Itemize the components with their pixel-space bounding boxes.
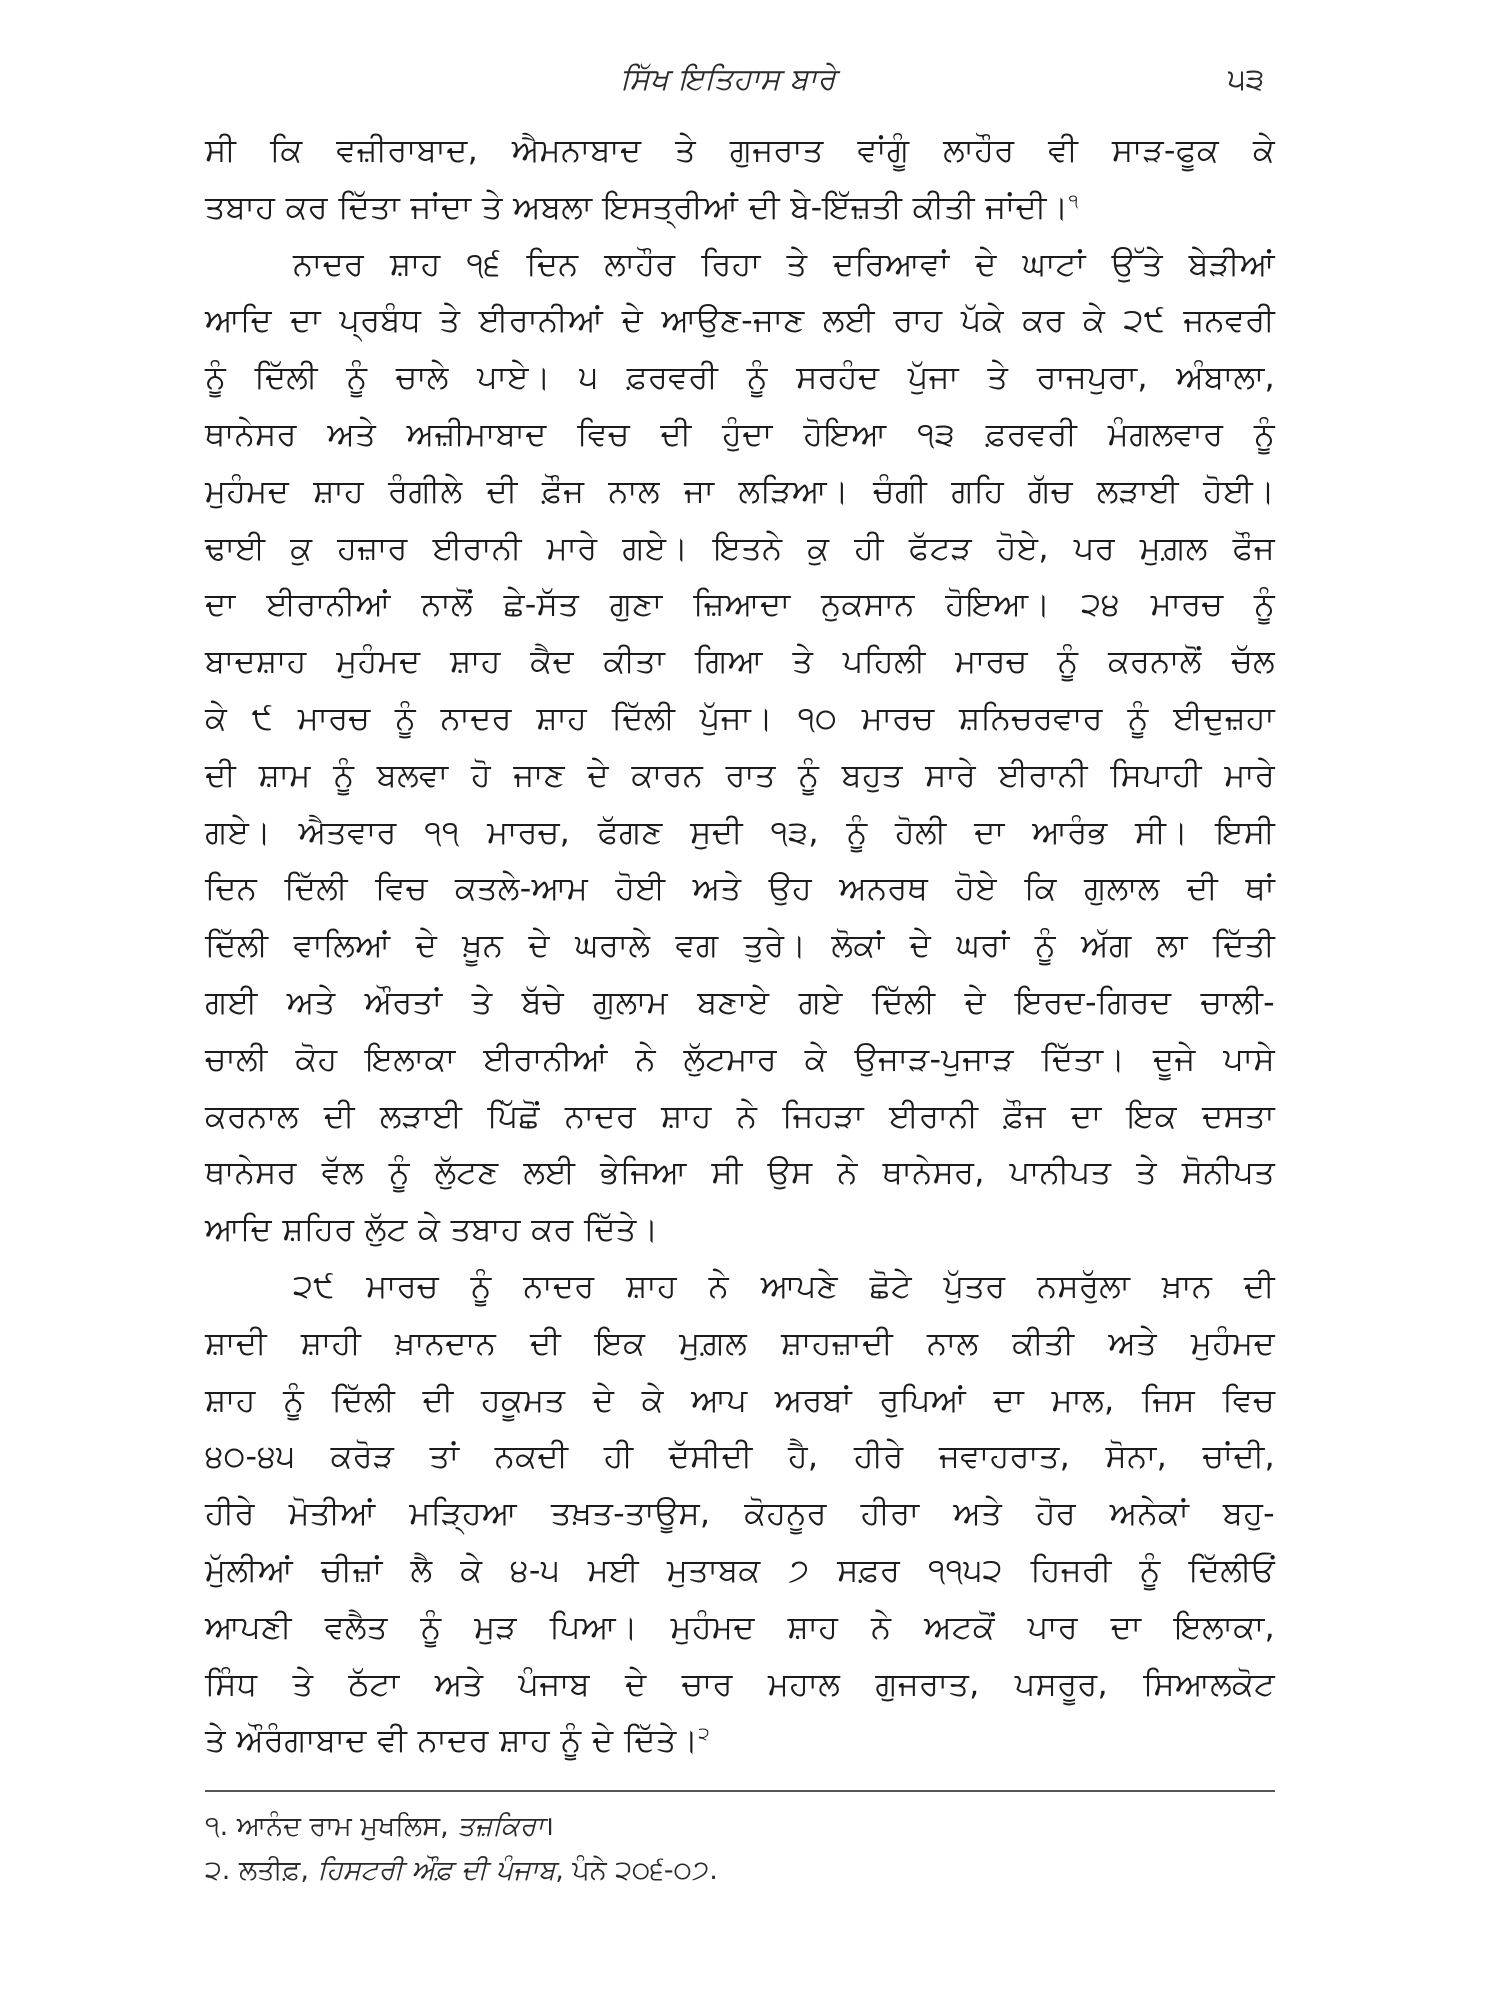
text-line: ੨੯ ਮਾਰਚ ਨੂੰ ਨਾਦਰ ਸ਼ਾਹ ਨੇ ਆਪਣੇ ਛੋਟੇ ਪੁੱਤਰ ਨਸਰੁੱਲਾ ਖ਼ਾਨ ਦੀ <box>293 1266 1275 1305</box>
text-line: ਥਾਨੇਸਰ ਅਤੇ ਅਜ਼ੀਮਾਬਾਦ ਵਿਚ ਦੀ ਹੁੰਦਾ ਹੋਇਆ ੧੩ ਫ਼ਰਵਰੀ ਮੰਗਲਵਾਰ ਨੂੰ <box>205 414 1275 453</box>
text-line: ਗਏ। ਐਤਵਾਰ ੧੧ ਮਾਰਚ, ਫੱਗਣ ਸੁਦੀ ੧੩, ਨੂੰ ਹੋਲੀ ਦਾ ਆਰੰਭ ਸੀ। ਇਸੀ <box>205 812 1275 851</box>
footnote: ੧. ਆਨੰਦ ਰਾਮ ਮੁਖਲਿਸ, ਤਜ਼ਕਿਰਾ। <box>205 1811 555 1842</box>
text-line: ਤੇ ਔਰੰਗਾਬਾਦ ਵੀ ਨਾਦਰ ਸ਼ਾਹ ਨੂੰ ਦੇ ਦਿੱਤੇ।$^੨$ <box>205 1721 710 1760</box>
text-line: ਮੁੱਲੀਆਂ ਚੀਜ਼ਾਂ ਲੈ ਕੇ ੪-੫ ਮਈ ਮੁਤਾਬਕ ੭ ਸਫ਼ਰ ੧੧੫੨ ਹਿਜਰੀ ਨੂੰ ਦਿੱਲੀਓਂ <box>205 1550 1275 1589</box>
footnote-mark: ੧ <box>1068 190 1079 212</box>
text-line: ਤਬਾਹ ਕਰ ਦਿੱਤਾ ਜਾਂਦਾ ਤੇ ਅਬਲਾ ਇਸਤ੍ਰੀਆਂ ਦੀ ਬੇ-ਇੱਜ਼ਤੀ ਕੀਤੀ ਜਾਂਦੀ।$^੧$ <box>205 187 1079 226</box>
text-line: ਨੂੰ ਦਿੱਲੀ ਨੂੰ ਚਾਲੇ ਪਾਏ। ੫ ਫ਼ਰਵਰੀ ਨੂੰ ਸਰਹੰਦ ਪੁੱਜਾ ਤੇ ਰਾਜਪੁਰਾ, ਅੰਬਾਲਾ, <box>205 358 1275 397</box>
text-line: ਮੁਹੰਮਦ ਸ਼ਾਹ ਰੰਗੀਲੇ ਦੀ ਫ਼ੌਜ ਨਾਲ ਜਾ ਲੜਿਆ। ਚੰਗੀ ਗਹਿ ਗੱਚ ਲੜਾਈ ਹੋਈ। <box>205 471 1275 510</box>
text-line: ਦੀ ਸ਼ਾਮ ਨੂੰ ਬਲਵਾ ਹੋ ਜਾਣ ਦੇ ਕਾਰਨ ਰਾਤ ਨੂੰ ਬਹੁਤ ਸਾਰੇ ਈਰਾਨੀ ਸਿਪਾਹੀ ਮਾਰੇ <box>205 755 1275 794</box>
text-line: ਸਿੰਧ ਤੇ ਠੱਟਾ ਅਤੇ ਪੰਜਾਬ ਦੇ ਚਾਰ ਮਹਾਲ ਗੁਜਰਾਤ, ਪਸਰੂਰ, ਸਿਆਲਕੋਟ <box>205 1664 1275 1703</box>
text-line: ਆਦਿ ਦਾ ਪ੍ਰਬੰਧ ਤੇ ਈਰਾਨੀਆਂ ਦੇ ਆਉਣ-ਜਾਣ ਲਈ ਰਾਹ ਪੱਕੇ ਕਰ ਕੇ ੨੯ ਜਨਵਰੀ <box>205 301 1275 340</box>
text-line: ਸ਼ਾਹ ਨੂੰ ਦਿੱਲੀ ਦੀ ਹਕੂਮਤ ਦੇ ਕੇ ਆਪ ਅਰਬਾਂ ਰੁਪਿਆਂ ਦਾ ਮਾਲ, ਜਿਸ ਵਿਚ <box>205 1380 1275 1419</box>
footnotes <box>205 1805 1275 1893</box>
text-line: ੪੦-੪੫ ਕਰੋੜ ਤਾਂ ਨਕਦੀ ਹੀ ਦੱਸੀਦੀ ਹੈ, ਹੀਰੇ ਜਵਾਹਰਾਤ, ਸੋਨਾ, ਚਾਂਦੀ, <box>205 1437 1275 1476</box>
text-line: ਆਦਿ ਸ਼ਹਿਰ ਲੁੱਟ ਕੇ ਤਬਾਹ ਕਰ ਦਿੱਤੇ। <box>205 1210 659 1249</box>
text-line: ਆਪਣੀ ਵਲੈਤ ਨੂੰ ਮੁੜ ਪਿਆ। ਮੁਹੰਮਦ ਸ਼ਾਹ ਨੇ ਅਟਕੋਂ ਪਾਰ ਦਾ ਇਲਾਕਾ, <box>205 1607 1275 1646</box>
text-line: ਦਾ ਈਰਾਨੀਆਂ ਨਾਲੋਂ ਛੇ-ਸੱਤ ਗੁਣਾ ਜ਼ਿਆਦਾ ਨੁਕਸਾਨ ਹੋਇਆ। ੨੪ ਮਾਰਚ ਨੂੰ <box>205 585 1275 624</box>
text-line: ਨਾਦਰ ਸ਼ਾਹ ੧੬ ਦਿਨ ਲਾਹੌਰ ਰਿਹਾ ਤੇ ਦਰਿਆਵਾਂ ਦੇ ਘਾਟਾਂ ਉੱਤੇ ਬੇੜੀਆਂ <box>293 244 1275 283</box>
page-number: ੫੩ <box>1228 62 1265 97</box>
text-line: ਦਿਨ ਦਿੱਲੀ ਵਿਚ ਕਤਲੇ-ਆਮ ਹੋਈ ਅਤੇ ਉਹ ਅਨਰਥ ਹੋਏ ਕਿ ਗੁਲਾਲ ਦੀ ਥਾਂ <box>205 869 1275 908</box>
running-head: ਸਿੱਖ ਇਤਿਹਾਸ ਬਾਰੇ <box>620 62 836 97</box>
footnote: ੨. ਲਤੀਫ਼, ਹਿਸਟਰੀ ਔਫ਼ ਦੀ ਪੰਜਾਬ, ਪੰਨੇ ੨੦੬-੦੭. <box>205 1855 718 1886</box>
text-line: ਦਿੱਲੀ ਵਾਲਿਆਂ ਦੇ ਖ਼ੂਨ ਦੇ ਘਰਾਲੇ ਵਗ ਤੁਰੇ। ਲੋਕਾਂ ਦੇ ਘਰਾਂ ਨੂੰ ਅੱਗ ਲਾ ਦਿੱਤੀ <box>205 926 1275 965</box>
text-line: ਸੀ ਕਿ ਵਜ਼ੀਰਾਬਾਦ, ਐਮਨਾਬਾਦ ਤੇ ਗੁਜਰਾਤ ਵਾਂਗੂੰ ਲਾਹੌਰ ਵੀ ਸਾੜ-ਫੂਕ ਕੇ <box>205 131 1275 169</box>
text-line: ਬਾਦਸ਼ਾਹ ਮੁਹੰਮਦ ਸ਼ਾਹ ਕੈਦ ਕੀਤਾ ਗਿਆ ਤੇ ਪਹਿਲੀ ਮਾਰਚ ਨੂੰ ਕਰਨਾਲੋਂ ਚੱਲ <box>205 642 1275 681</box>
footnote-divider <box>205 1790 1275 1792</box>
footnote-mark: ੨ <box>698 1723 710 1745</box>
text-line: ਗਈ ਅਤੇ ਔਰਤਾਂ ਤੇ ਬੱਚੇ ਗੁਲਾਮ ਬਣਾਏ ਗਏ ਦਿੱਲੀ ਦੇ ਇਰਦ-ਗਿਰਦ ਚਾਲੀ- <box>205 982 1275 1021</box>
text-line: ਹੀਰੇ ਮੋਤੀਆਂ ਮੜ੍ਹਿਆ ਤਖ਼ਤ-ਤਾਊਸ, ਕੋਹਨੂਰ ਹੀਰਾ ਅਤੇ ਹੋਰ ਅਨੇਕਾਂ ਬਹੁ- <box>205 1494 1275 1533</box>
body-text <box>205 122 1275 1769</box>
text-line: ਢਾਈ ਕੁ ਹਜ਼ਾਰ ਈਰਾਨੀ ਮਾਰੇ ਗਏ। ਇਤਨੇ ਕੁ ਹੀ ਫੱਟੜ ਹੋਏ, ਪਰ ਮੁਗ਼ਲ ਫੌਜ <box>205 528 1275 567</box>
text-line: ਕਰਨਾਲ ਦੀ ਲੜਾਈ ਪਿੱਛੋਂ ਨਾਦਰ ਸ਼ਾਹ ਨੇ ਜਿਹੜਾ ਈਰਾਨੀ ਫ਼ੌਜ ਦਾ ਇਕ ਦਸਤਾ <box>205 1096 1275 1135</box>
text-line: ਸ਼ਾਦੀ ਸ਼ਾਹੀ ਖ਼ਾਨਦਾਨ ਦੀ ਇਕ ਮੁਗ਼ਲ ਸ਼ਾਹਜ਼ਾਦੀ ਨਾਲ ਕੀਤੀ ਅਤੇ ਮੁਹੰਮਦ <box>205 1323 1275 1362</box>
text-line: ਕੇ ੯ ਮਾਰਚ ਨੂੰ ਨਾਦਰ ਸ਼ਾਹ ਦਿੱਲੀ ਪੁੱਜਾ। ੧੦ ਮਾਰਚ ਸ਼ਨਿਚਰਵਾਰ ਨੂੰ ਈਦੁਜ਼ਹਾ <box>205 698 1275 737</box>
text-line: ਚਾਲੀ ਕੋਹ ਇਲਾਕਾ ਈਰਾਨੀਆਂ ਨੇ ਲੁੱਟਮਾਰ ਕੇ ਉਜਾੜ-ਪੁਜਾੜ ਦਿੱਤਾ। ਦੂਜੇ ਪਾਸੇ <box>205 1039 1275 1078</box>
text-line: ਥਾਨੇਸਰ ਵੱਲ ਨੂੰ ਲੁੱਟਣ ਲਈ ਭੇਜਿਆ ਸੀ ਉਸ ਨੇ ਥਾਨੇਸਰ, ਪਾਨੀਪਤ ਤੇ ਸੋਨੀਪਤ <box>205 1153 1275 1192</box>
